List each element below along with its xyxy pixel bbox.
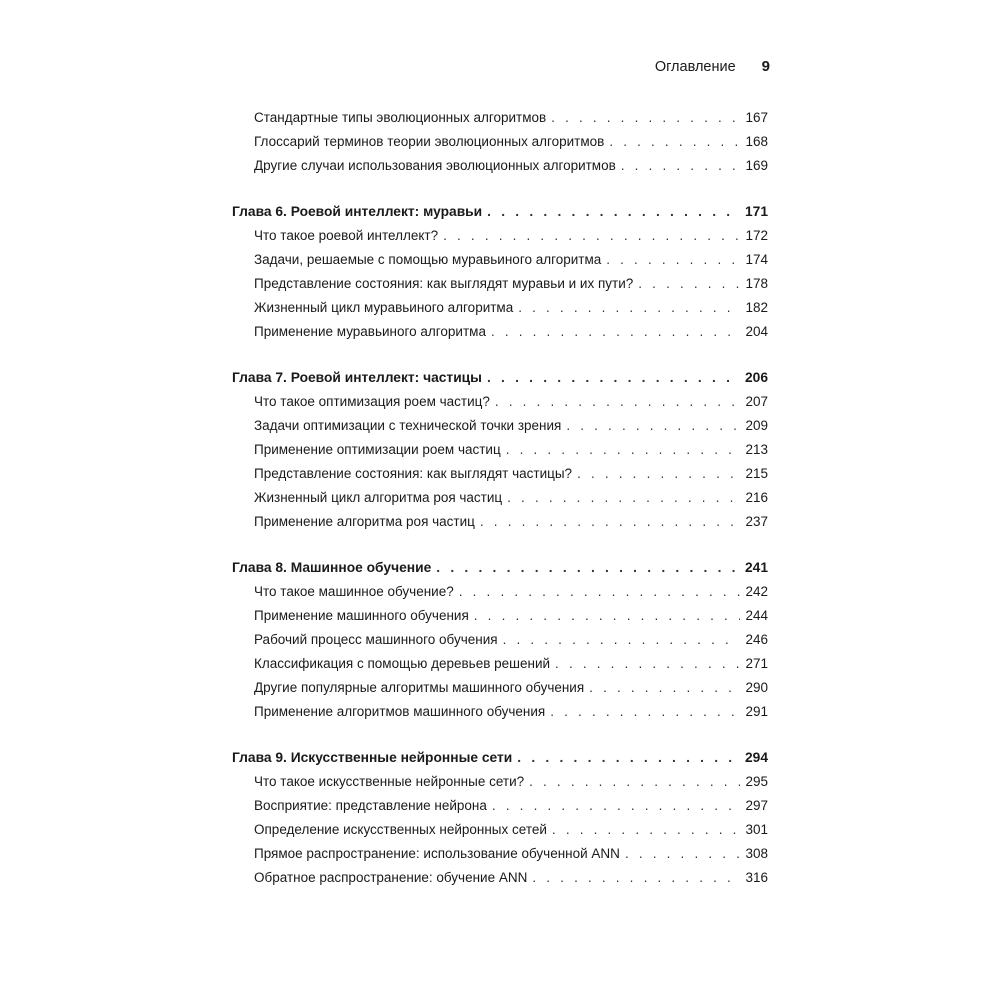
- toc-page-number: 316: [745, 870, 768, 885]
- toc-page-number: 246: [745, 632, 768, 647]
- toc-entry-row: [232, 580, 768, 604]
- toc-entry-row: [232, 628, 768, 652]
- toc-entry-row: [232, 842, 768, 866]
- toc-page-number: 271: [745, 656, 768, 671]
- toc-page-number: 204: [745, 324, 768, 339]
- toc-entry-row: [232, 390, 768, 414]
- toc-entry-row: [232, 272, 768, 296]
- toc-page-number: 168: [745, 134, 768, 149]
- toc-entry-title: Применение алгоритма роя частиц: [254, 514, 475, 529]
- toc-page-number: 297: [745, 798, 768, 813]
- toc-entry-title: Жизненный цикл муравьиного алгоритма: [254, 300, 514, 315]
- toc-entry-row: [232, 486, 768, 510]
- toc-entry-title: Прямое распространение: использование обученной ANN: [254, 846, 620, 861]
- toc-entry-title: Задачи оптимизации с технической точки зрения: [254, 418, 562, 433]
- toc-page-number: 295: [745, 774, 768, 789]
- toc-entry-title: Что такое оптимизация роем частиц?: [254, 394, 490, 409]
- dot-leader: [443, 224, 740, 248]
- dot-leader: [503, 628, 741, 652]
- toc-entry-title: Применение оптимизации роем частиц: [254, 442, 501, 457]
- dot-leader: [459, 580, 741, 604]
- toc-entry-row: [232, 794, 768, 818]
- dot-leader: [517, 746, 740, 770]
- dot-leader: [492, 794, 741, 818]
- section-gap: [232, 534, 768, 556]
- dot-leader: [606, 248, 740, 272]
- toc-page-number: 169: [745, 158, 768, 173]
- running-head-title: Оглавление: [654, 59, 736, 75]
- toc-page-number: 213: [745, 442, 768, 457]
- table-of-contents: [232, 106, 768, 890]
- dot-leader: [552, 818, 741, 842]
- toc-entry-title: Другие популярные алгоритмы машинного обучения: [254, 680, 585, 695]
- toc-chapter-title: Глава 6. Роевой интеллект: муравьи: [232, 204, 483, 219]
- toc-entry-title: Задачи, решаемые с помощью муравьиного алгоритма: [254, 252, 602, 267]
- toc-entry-row: [232, 818, 768, 842]
- toc-page-number: 167: [745, 110, 768, 125]
- toc-entry-row: [232, 652, 768, 676]
- toc-entry-title: Глоссарий терминов теории эволюционных алгоритмов: [254, 134, 605, 149]
- toc-entry-title: Представление состояния: как выглядят муравьи и их пути?: [254, 276, 634, 291]
- toc-page-number: 171: [744, 204, 768, 219]
- dot-leader: [638, 272, 740, 296]
- toc-page-number: 290: [745, 680, 768, 695]
- toc-entry-title: Рабочий процесс машинного обучения: [254, 632, 498, 647]
- dot-leader: [507, 486, 740, 510]
- toc-entry-title: Определение искусственных нейронных сетей: [254, 822, 547, 837]
- dot-leader: [566, 414, 740, 438]
- dot-leader: [480, 510, 741, 534]
- section-gap: [232, 178, 768, 200]
- toc-entry-row: [232, 604, 768, 628]
- dot-leader: [609, 130, 740, 154]
- running-head: [620, 58, 770, 75]
- dot-leader: [529, 770, 740, 794]
- dot-leader: [506, 438, 741, 462]
- toc-entry-row: [232, 770, 768, 794]
- toc-entry-title: Обратное распространение: обучение ANN: [254, 870, 528, 885]
- toc-chapter-title: Глава 9. Искусственные нейронные сети: [232, 750, 513, 765]
- toc-entry-title: Стандартные типы эволюционных алгоритмов: [254, 110, 547, 125]
- toc-entry-row: [232, 154, 768, 178]
- toc-entry-row: [232, 700, 768, 724]
- toc-page-number: 291: [745, 704, 768, 719]
- toc-entry-row: [232, 130, 768, 154]
- toc-entry-row: [232, 510, 768, 534]
- toc-entry-row: [232, 462, 768, 486]
- toc-entry-title: Применение муравьиного алгоритма: [254, 324, 486, 339]
- toc-page-number: 216: [745, 490, 768, 505]
- dot-leader: [532, 866, 740, 890]
- toc-entry-title: Что такое искусственные нейронные сети?: [254, 774, 525, 789]
- toc-entry-title: Применение машинного обучения: [254, 608, 469, 623]
- toc-chapter-row: [232, 200, 768, 224]
- toc-page-number: 237: [745, 514, 768, 529]
- dot-leader: [491, 320, 741, 344]
- section-gap: [232, 724, 768, 746]
- toc-chapter-row: [232, 556, 768, 580]
- dot-leader: [487, 366, 740, 390]
- toc-entry-title: Что такое машинное обучение?: [254, 584, 454, 599]
- dot-leader: [487, 200, 740, 224]
- toc-page-number: 301: [745, 822, 768, 837]
- dot-leader: [625, 842, 741, 866]
- toc-chapter-row: [232, 366, 768, 390]
- toc-page-number: 241: [744, 560, 768, 575]
- toc-entry-title: Классификация с помощью деревьев решений: [254, 656, 551, 671]
- dot-leader: [555, 652, 740, 676]
- toc-page-number: 178: [745, 276, 768, 291]
- dot-leader: [551, 106, 740, 130]
- dot-leader: [474, 604, 741, 628]
- toc-entry-row: [232, 438, 768, 462]
- toc-page-number: 308: [745, 846, 768, 861]
- toc-chapter-row: [232, 746, 768, 770]
- toc-entry-title: Другие случаи использования эволюционных алгоритмов: [254, 158, 616, 173]
- toc-entry-title: Жизненный цикл алгоритма роя частиц: [254, 490, 503, 505]
- section-gap: [232, 344, 768, 366]
- toc-chapter-title: Глава 7. Роевой интеллект: частицы: [232, 370, 482, 385]
- toc-entry-title: Восприятие: представление нейрона: [254, 798, 487, 813]
- page-number: 9: [761, 58, 770, 75]
- toc-entry-row: [232, 320, 768, 344]
- dot-leader: [550, 700, 740, 724]
- toc-page-number: 182: [745, 300, 768, 315]
- toc-page-number: 242: [745, 584, 768, 599]
- toc-entry-title: Представление состояния: как выглядят частицы?: [254, 466, 573, 481]
- toc-page-number: 172: [745, 228, 768, 243]
- dot-leader: [518, 296, 740, 320]
- toc-entry-row: [232, 296, 768, 320]
- toc-entry-row: [232, 676, 768, 700]
- dot-leader: [621, 154, 741, 178]
- toc-chapter-title: Глава 8. Машинное обучение: [232, 560, 432, 575]
- dot-leader: [436, 556, 740, 580]
- toc-page-number: 244: [745, 608, 768, 623]
- toc-page-number: 174: [745, 252, 768, 267]
- toc-entry-title: Применение алгоритмов машинного обучения: [254, 704, 546, 719]
- toc-page-number: 207: [745, 394, 768, 409]
- toc-entry-row: [232, 414, 768, 438]
- toc-entry-row: [232, 866, 768, 890]
- dot-leader: [495, 390, 741, 414]
- toc-entry-row: [232, 248, 768, 272]
- toc-page-number: 209: [745, 418, 768, 433]
- dot-leader: [577, 462, 740, 486]
- toc-page-number: 215: [745, 466, 768, 481]
- toc-page-number: 294: [744, 750, 768, 765]
- toc-entry-row: [232, 224, 768, 248]
- toc-page-number: 206: [744, 370, 768, 385]
- toc-entry-row: [232, 106, 768, 130]
- dot-leader: [589, 676, 740, 700]
- toc-entry-title: Что такое роевой интеллект?: [254, 228, 439, 243]
